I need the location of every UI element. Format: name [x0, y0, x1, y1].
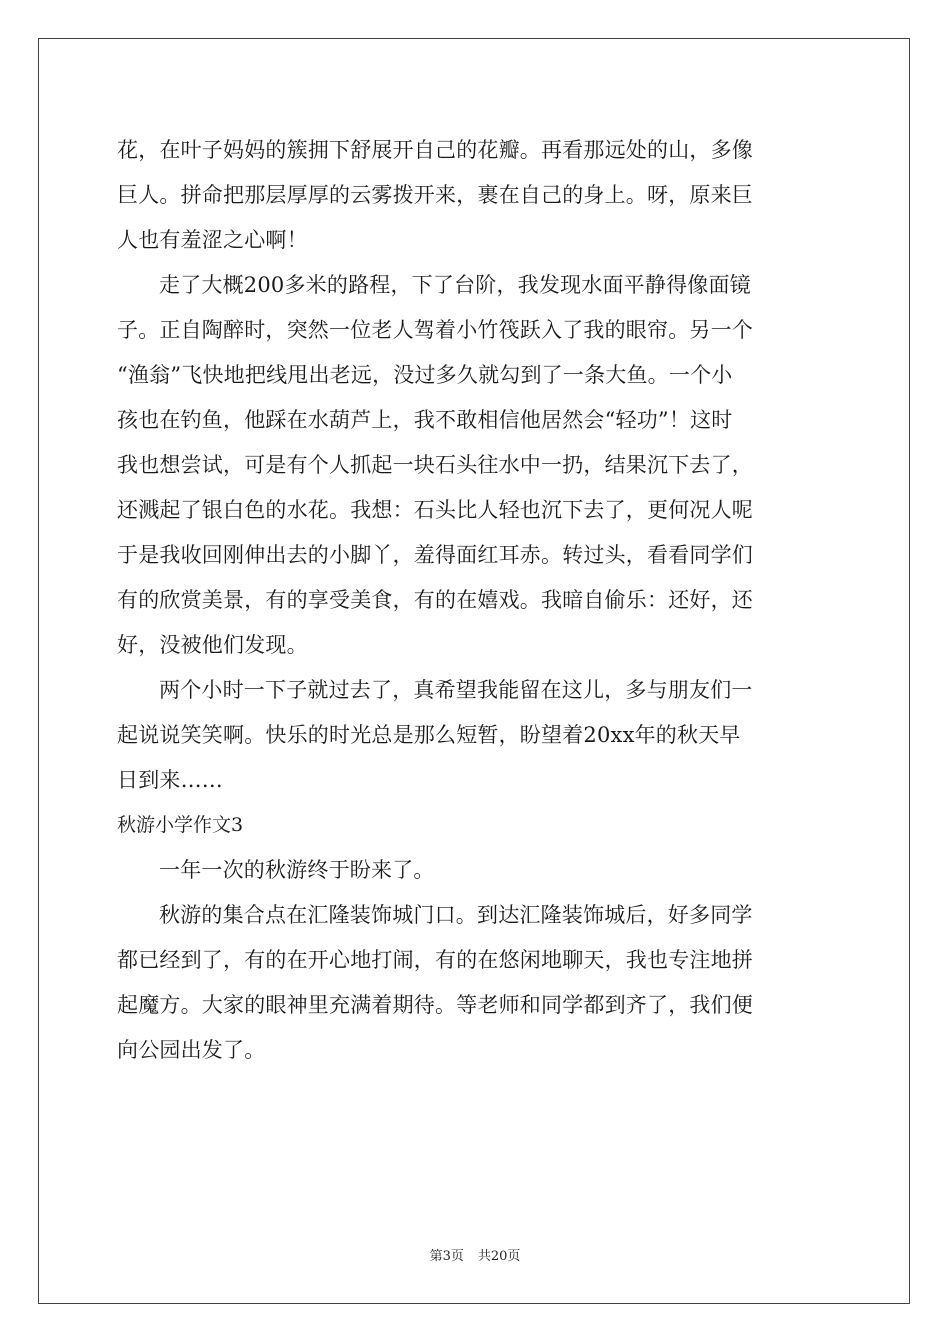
text-line: 两个小时一下子就过去了，真希望我能留在这儿，多与朋友们一 [159, 678, 753, 702]
text-line: 向公园出发了。 [117, 1038, 266, 1062]
text-line: 日到来…… [117, 768, 223, 792]
text-line: 子。正自陶醉时，突然一位老人驾着小竹筏跃入了我的眼帘。另一个 [117, 318, 753, 342]
text-line: 起说说笑笑啊。快乐的时光总是那么短暂，盼望着20xx年的秋天早 [117, 723, 741, 747]
text-line: 花，在叶子妈妈的簇拥下舒展开自己的花瓣。再看那远处的山，多像 [117, 138, 753, 162]
total-page-count: 共20页 [477, 1249, 521, 1264]
paragraph [117, 263, 833, 668]
page-footer [0, 1245, 950, 1264]
text-line: 于是我收回刚伸出去的小脚丫，羞得面红耳赤。转过头，看看同学们 [117, 543, 753, 567]
text-line: 秋游的集合点在汇隆装饰城门口。到达汇隆装饰城后，好多同学 [159, 903, 753, 927]
text-line: 孩也在钓鱼，他踩在水葫芦上，我不敢相信他居然会“轻功”！这时 [117, 408, 733, 432]
document-body [117, 128, 833, 1073]
text-line: 巨人。拼命把那层厚厚的云雾拨开来，裹在自己的身上。呀，原来巨 [117, 183, 753, 207]
text-line: “渔翁”飞快地把线甩出老远，没过多久就勾到了一条大鱼。一个小 [117, 363, 733, 387]
section-heading: 秋游小学作文3 [117, 814, 244, 836]
text-line: 好，没被他们发现。 [117, 633, 308, 657]
current-page-number: 第3页 [429, 1249, 464, 1264]
paragraph [117, 668, 833, 803]
text-line: 起魔方。大家的眼神里充满着期待。等老师和同学都到齐了，我们便 [117, 993, 753, 1017]
text-line: 人也有羞涩之心啊！ [117, 228, 308, 252]
text-line: 一年一次的秋游终于盼来了。 [159, 858, 435, 882]
text-line: 还溅起了银白色的水花。我想：石头比人轻也沉下去了，更何况人呢 [117, 498, 753, 522]
paragraph [117, 848, 833, 893]
text-line: 我也想尝试，可是有个人抓起一块石头往水中一扔，结果沉下去了， [117, 453, 753, 477]
text-line: 走了大概200多米的路程，下了台阶，我发现水面平静得像面镜 [159, 273, 751, 297]
paragraph [117, 893, 833, 1073]
text-line: 有的欣赏美景，有的享受美食，有的在嬉戏。我暗自偷乐：还好，还 [117, 588, 753, 612]
text-line: 都已经到了，有的在开心地打闹，有的在悠闲地聊天，我也专注地拼 [117, 948, 753, 972]
paragraph [117, 128, 833, 263]
